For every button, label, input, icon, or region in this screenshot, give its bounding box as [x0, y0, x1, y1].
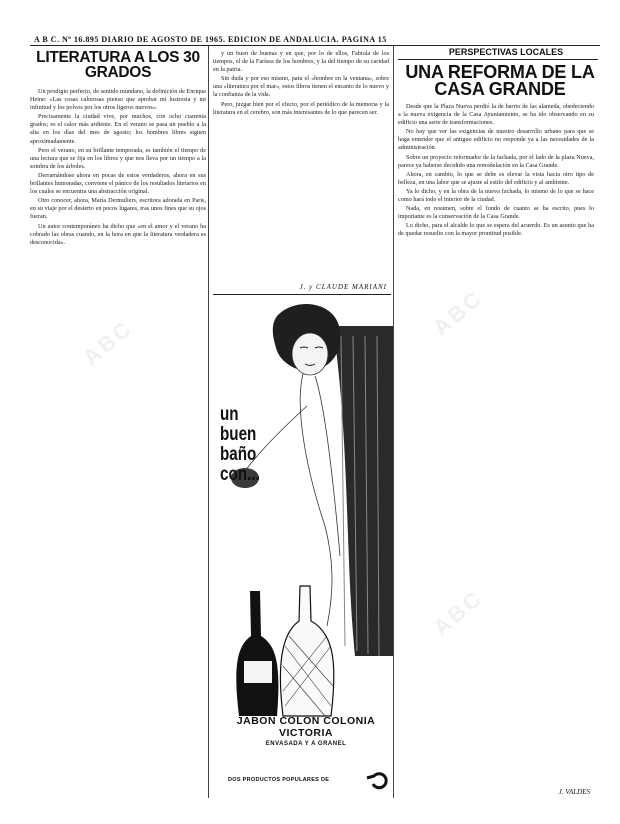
paragraph: Pero, juzgar bien por el efecto, por el periódico de la memoria y la literatura en el cerebro, son más interesantes de lo que parecen ser. — [213, 100, 389, 116]
paragraph: No hay que ver las exigencias de nuestro desarrollo urbano para que se haga entender que el antiguo edificio no responde ya a las necesidades de la administración. — [398, 128, 594, 152]
watermark-icon: ABC — [78, 314, 138, 371]
paragraph: Otro conocer, ahora, María Dermuliers, escritora adorada en Paris, en su viaje por el desierto en pocos lugares, tras unos fines que su ojos fueran. — [30, 197, 206, 221]
paragraph: Pero el verano, en su brillante temporada, es también el tiempo de una lectura que se fija en los libros y que nos lleva por un tiempo a la sombra de los árboles. — [30, 146, 206, 170]
bottles-icon — [236, 586, 334, 716]
paragraph: Desde que la Plaza Nueva perdió la de barrio de las alameda, obedeciendo a la nueva exigencia de la Casa Ayuntamiento, se ha ido observando en su edificio una serie de transformaciones. — [398, 103, 594, 127]
paragraph: Lo dicho, para el alcalde lo que se espera del acuerdo. Es un asunto que ha de quedar resuelto con la mayor prontitud posible. — [398, 222, 594, 238]
curtain-icon — [333, 326, 393, 656]
article-body — [398, 103, 594, 785]
column-divider — [208, 46, 209, 798]
paragraph: Ya lo dicho, y en la obra de la nueva fachada, lo mismo de lo que se hace como hará todo el interior de la ciudad. — [398, 187, 594, 204]
watermark-icon: ABC — [428, 584, 488, 641]
article-body — [213, 50, 389, 280]
paragraph: Derramándose ahora en pocas de estos verdaderos, ahora en sus brillantes humoradas, conviene el pánico de los resultados literarios en los cuales se encuentra una abstracción original. — [30, 171, 206, 196]
paragraph: Sin duda y por eso mismo, para el «hombre en la ventana», sobre una «literatura por el mar», estos libros tienen el encanto de lo nuevo y la confianza de la vida. — [213, 75, 389, 99]
ad-headline: un buen baño con... — [220, 404, 260, 485]
header-rule — [30, 45, 600, 46]
paragraph: Precisamente la ciudad vive, por muchos, con ocho cuarenta grados; es el calor más ardiente. En el verano se pasa un pueblo a la alta en los días del mes de agosto; los hombres libres siguen aproximadamente. — [30, 113, 206, 145]
article-title: LITERATURA A LOS 30 GRADOS — [36, 49, 200, 81]
paragraph: Ahora, en cambio, lo que se debe es elevar la vista hacia otro tipo de belleza, en una labor que se ajuste al estilo del edificio y al ambiente. — [398, 170, 594, 186]
page-header: A B C. Nº 16.895 DIARIO DE AGOSTO DE 1965. EDICION DE ANDALUCIA. PAGINA 15 — [34, 35, 387, 44]
paragraph: Un prodigio perfecto, de sentido mundano, la definición de Enrique Heine: «Las cosas calurosas pienso que aprobar mi lustrosia y mi infinitud y los polvos por los otros ligeros nuevos». — [30, 88, 206, 112]
paragraph: Sobre un proyecto reformador de la fachada, por el lado de la plaza Nueva, parece ya haberse decidido una remodelación en la Casa Grande. — [398, 153, 594, 169]
kicker-rule — [398, 59, 598, 60]
ad-footer: DOS PRODUCTOS POPULARES DE — [228, 777, 330, 783]
article-body — [30, 88, 206, 798]
paragraph: Nada, en resumen, sobre el fondo de cuanto se ha escrito, pues lo importante es la conservación de la Casa Grande. — [398, 205, 594, 221]
brand-logo-icon — [367, 774, 386, 788]
watermark-icon: ABC — [428, 284, 488, 341]
ad-brand: JABON COLON COLONIA VICTORIA — [236, 715, 376, 739]
paragraph: y un buen de buenas y en que, por lo de ellos, Fabiola de los tiempos, el de la Farísea de los hombres, y la del tiempo de su caridad en la patria. — [213, 50, 389, 74]
column-divider — [393, 46, 394, 798]
section-kicker: PERSPECTIVAS LOCALES — [448, 47, 564, 57]
byline: J. y CLAUDE MARIANI — [299, 283, 387, 291]
byline: J. VALDES — [558, 788, 590, 796]
paragraph: Un autor contemporáneo ha dicho que «en el amor y el verano ha cobrado las obras cuando, en la hora en que la literatura verdadera es desconocida». — [30, 222, 206, 246]
ad-rule — [213, 294, 391, 295]
ad-subtitle: ENVASADA Y A GRANEL — [265, 741, 347, 747]
article-title: UNA REFORMA DE LA CASA GRANDE — [405, 62, 595, 99]
